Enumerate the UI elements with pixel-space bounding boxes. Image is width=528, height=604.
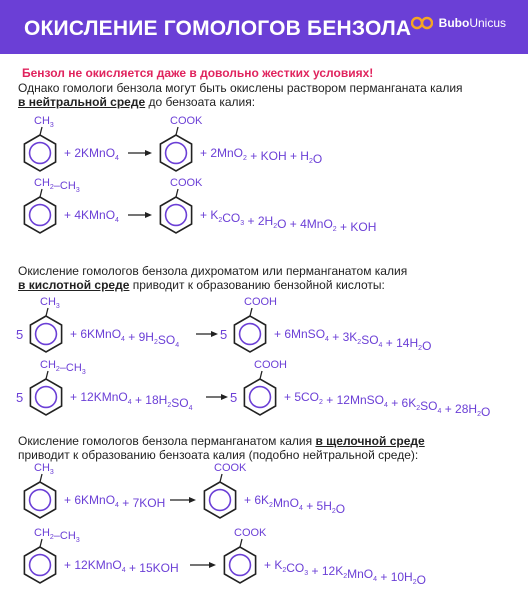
products-text: + $K_2CO_3 + 12K_2MnO_4 + 10H_2O$ bbox=[264, 558, 426, 587]
substituent-label-bond bbox=[46, 371, 48, 379]
substituent-label: $CH_2-CH_3$ bbox=[34, 527, 80, 544]
product-group-label-bond bbox=[176, 189, 178, 197]
reagents-text: + 12KMnO$_4$ + 15KOH bbox=[64, 558, 179, 575]
reaction-arrow bbox=[190, 562, 216, 568]
alkaline-line-1: Окисление гомологов бензола перманганатом калия в щелочной среде bbox=[18, 434, 425, 448]
product-group-label: COOH bbox=[244, 296, 277, 308]
benzene-ring-reactant bbox=[24, 135, 55, 171]
product-group-label-bond bbox=[220, 474, 222, 482]
acid-line-2: в кислотной среде приводит к образованию бензойной кислоты: bbox=[18, 278, 385, 292]
reagents-text: + 6KMnO$_4$ + 7KOH bbox=[64, 493, 166, 510]
coefficient-product: 5 bbox=[230, 390, 238, 405]
acid-line-1: Окисление гомологов бензола дихроматом или перманганатом калия bbox=[18, 264, 408, 278]
products-text: + 6MnSO$_4$ + $3K_2SO_4 + 14H_2O$ bbox=[274, 327, 432, 353]
reagents-text: + 12KMnO$_4$ + $18H_2SO_4$ bbox=[70, 390, 193, 412]
product-group-label-bond bbox=[176, 127, 178, 135]
intro-line-1: Однако гомологи бензола могут быть окислены раствором перманганата калия bbox=[18, 81, 463, 95]
brand-name: BuboUnicus bbox=[438, 16, 506, 30]
reaction-arrow bbox=[196, 331, 218, 337]
products-text: + 2MnO$_2$ + KOH + $H_2O$ bbox=[200, 146, 323, 166]
products-text: + $6K_2MnO_4 + 5H_2O$ bbox=[244, 493, 346, 516]
substituent-label-bond bbox=[46, 308, 48, 316]
product-group-label: COOK bbox=[170, 177, 203, 189]
benzene-ring-product bbox=[160, 135, 191, 171]
substituent-label: $CH_3$ bbox=[40, 296, 60, 310]
reaction-arrow bbox=[170, 497, 196, 503]
benzene-ring-reactant bbox=[24, 482, 55, 518]
alkaline-line-2: приводит к образованию бензоата калия (подобно нейтральной среде): bbox=[18, 448, 419, 462]
product-group-label: COOK bbox=[234, 527, 267, 539]
product-group-label: COOH bbox=[254, 359, 287, 371]
reaction-arrow bbox=[128, 150, 152, 156]
benzene-ring-reactant bbox=[30, 316, 61, 352]
product-group-label: COOK bbox=[214, 462, 247, 474]
substituent-label: $CH_2-CH_3$ bbox=[34, 177, 80, 194]
product-group-label-bond bbox=[260, 371, 262, 379]
warning-text: Бензол не окисляется даже в довольно жестких условиях! bbox=[22, 66, 374, 80]
reagents-text: + 2KMnO$_4$ bbox=[64, 146, 119, 162]
benzene-ring-reactant bbox=[30, 379, 61, 415]
benzene-ring-product bbox=[244, 379, 275, 415]
intro-line-2: в нейтральной среде до бензоата калия: bbox=[18, 95, 256, 109]
substituent-label: $CH_3$ bbox=[34, 115, 54, 129]
reagents-text: + 4KMnO$_4$ bbox=[64, 208, 119, 224]
products-text: + $K_2CO_3 + 2H_2O + 4MnO_2$ + KOH bbox=[200, 208, 377, 234]
product-group-label-bond bbox=[240, 539, 242, 547]
benzene-ring-reactant bbox=[24, 547, 55, 583]
substituent-label: $CH_3$ bbox=[34, 462, 54, 476]
substituent-label-bond bbox=[40, 474, 42, 482]
product-group-label: COOK bbox=[170, 115, 203, 127]
product-group-label-bond bbox=[250, 308, 252, 316]
substituent-label-bond bbox=[40, 189, 42, 197]
coefficient-reactant: 5 bbox=[16, 390, 24, 405]
benzene-ring-product bbox=[224, 547, 255, 583]
benzene-ring-product bbox=[204, 482, 235, 518]
substituent-label-bond bbox=[40, 539, 42, 547]
page-title: ОКИСЛЕНИЕ ГОМОЛОГОВ БЕНЗОЛА bbox=[24, 17, 412, 40]
reagents-text: + 6KMnO$_4$ + $9H_2SO_4$ bbox=[70, 327, 180, 349]
reaction-arrow bbox=[128, 212, 152, 218]
benzene-ring-product bbox=[160, 197, 191, 233]
benzene-ring-product bbox=[234, 316, 265, 352]
coefficient-reactant: 5 bbox=[16, 327, 24, 342]
substituent-label-bond bbox=[40, 127, 42, 135]
coefficient-product: 5 bbox=[220, 327, 228, 342]
reaction-arrow bbox=[206, 394, 228, 400]
benzene-ring-reactant bbox=[24, 197, 55, 233]
products-text: + $5CO_2$ + 12MnSO$_4$ + $6K_2SO_4 + 28H_2O$ bbox=[284, 390, 491, 419]
substituent-label: $CH_2-CH_3$ bbox=[40, 359, 86, 376]
